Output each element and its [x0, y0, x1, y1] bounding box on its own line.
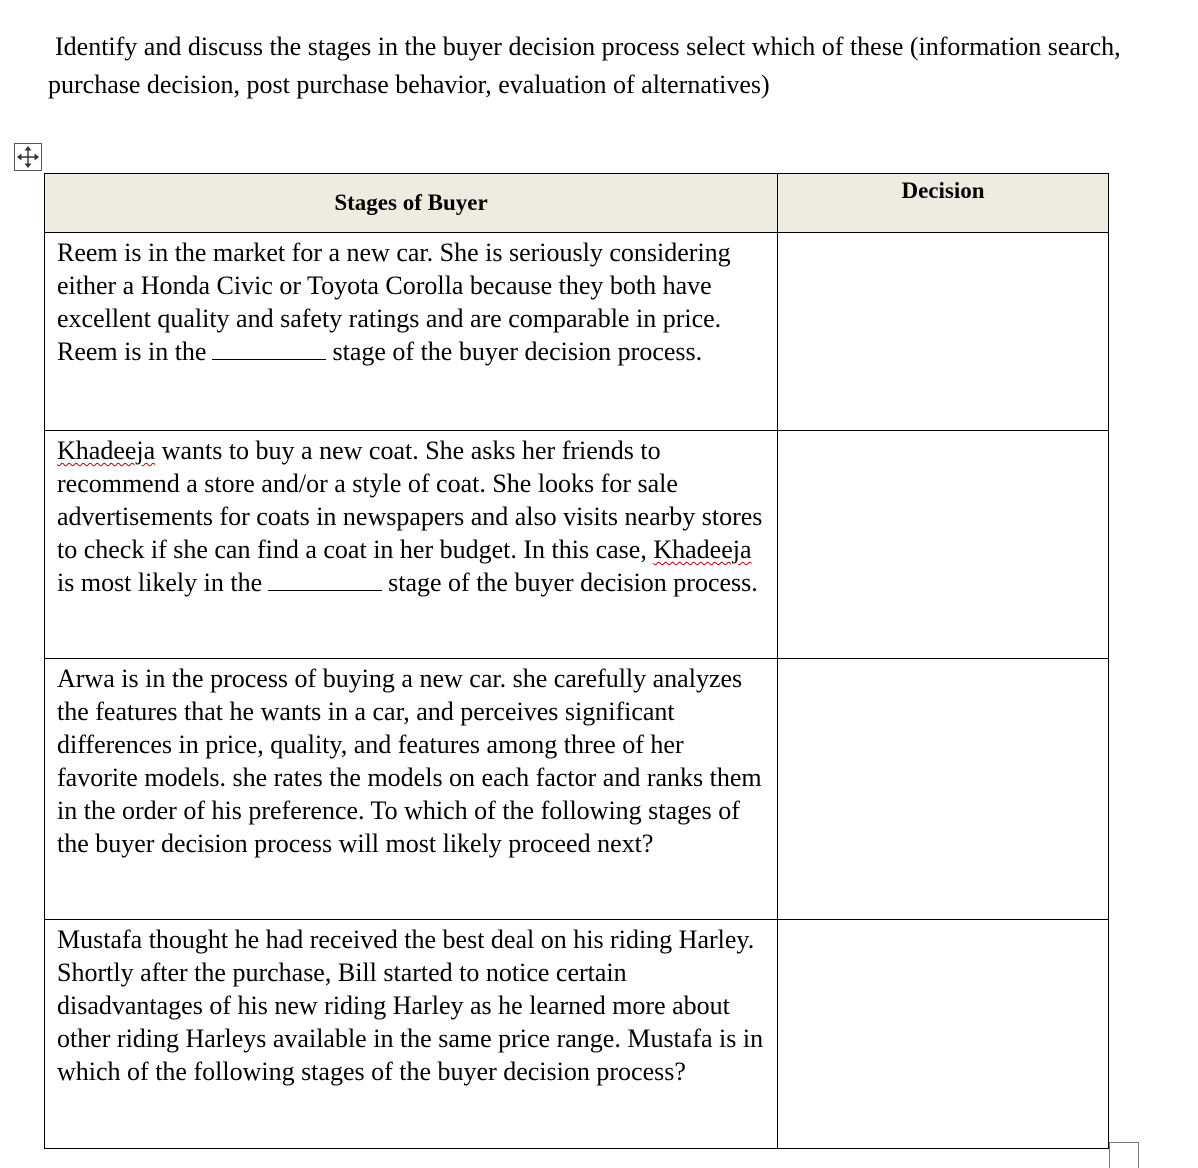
decision-cell[interactable] [778, 659, 1109, 920]
header-stages-of-buyer: Stages of Buyer [45, 174, 778, 233]
table-row [45, 659, 1109, 920]
answer-blank [268, 568, 382, 591]
decision-cell[interactable] [778, 431, 1109, 659]
question-text: Arwa is in the process of buying a new car. she carefully analyzes the features that he wants in a car, and perceives significant differences in price, quality, and features among three of her favorite models. she rates the models on each factor and ranks them in the order of his preference. To which of the following stages of the buyer decision process will most likely proceed next? [57, 664, 762, 858]
spellcheck-word: Khadeeja [653, 535, 752, 564]
stage-cell-reem[interactable] [45, 233, 778, 431]
question-text-end: stage of the buyer decision process. [388, 568, 758, 597]
spellcheck-word: Khadeeja [57, 436, 156, 465]
buyer-stages-table [44, 173, 1109, 1149]
question-text: Mustafa thought he had received the best deal on his riding Harley. Shortly after the purchase, Bill started to notice certain disadvantages of his new riding Harley as he learned more about other riding Harleys available in the same price range. Mustafa is in which of the following stages of the buyer decision process? [57, 925, 764, 1086]
table-row [45, 431, 1109, 659]
table-row [45, 233, 1109, 431]
table-resize-handle-icon[interactable] [1109, 1142, 1139, 1168]
table-row [45, 920, 1109, 1149]
instructions-paragraph: Identify and discuss the stages in the buyer decision process select which of these (information search, purchase decision, post purchase behavior, evaluation of alternatives) [48, 32, 1121, 99]
decision-cell[interactable] [778, 920, 1109, 1149]
stage-cell-arwa[interactable] [45, 659, 778, 920]
table-move-handle-icon[interactable] [14, 143, 42, 171]
question-text-end: stage of the buyer decision process. [332, 337, 703, 366]
question-text: Reem is in the market for a new car. She is seriously considering either a Honda Civic or Toyota Corolla because they both have excellent quality and safety ratings and are comparable in price. Reem is in the [57, 238, 731, 366]
decision-cell[interactable] [778, 233, 1109, 431]
table-header-row [45, 174, 1109, 233]
question-text-cont: is most likely in the [57, 568, 263, 597]
stage-cell-mustafa[interactable] [45, 920, 778, 1149]
header-decision: Decision [778, 174, 1109, 233]
answer-blank [212, 337, 326, 360]
stage-cell-khadeeja[interactable] [45, 431, 778, 659]
question-text: wants to buy a new coat. She asks her friends to recommend a store and/or a style of coat. She looks for sale advertisements for coats in newspapers and also visits nearby stores to check if she can find a coat in her budget. In this case, [57, 436, 763, 564]
